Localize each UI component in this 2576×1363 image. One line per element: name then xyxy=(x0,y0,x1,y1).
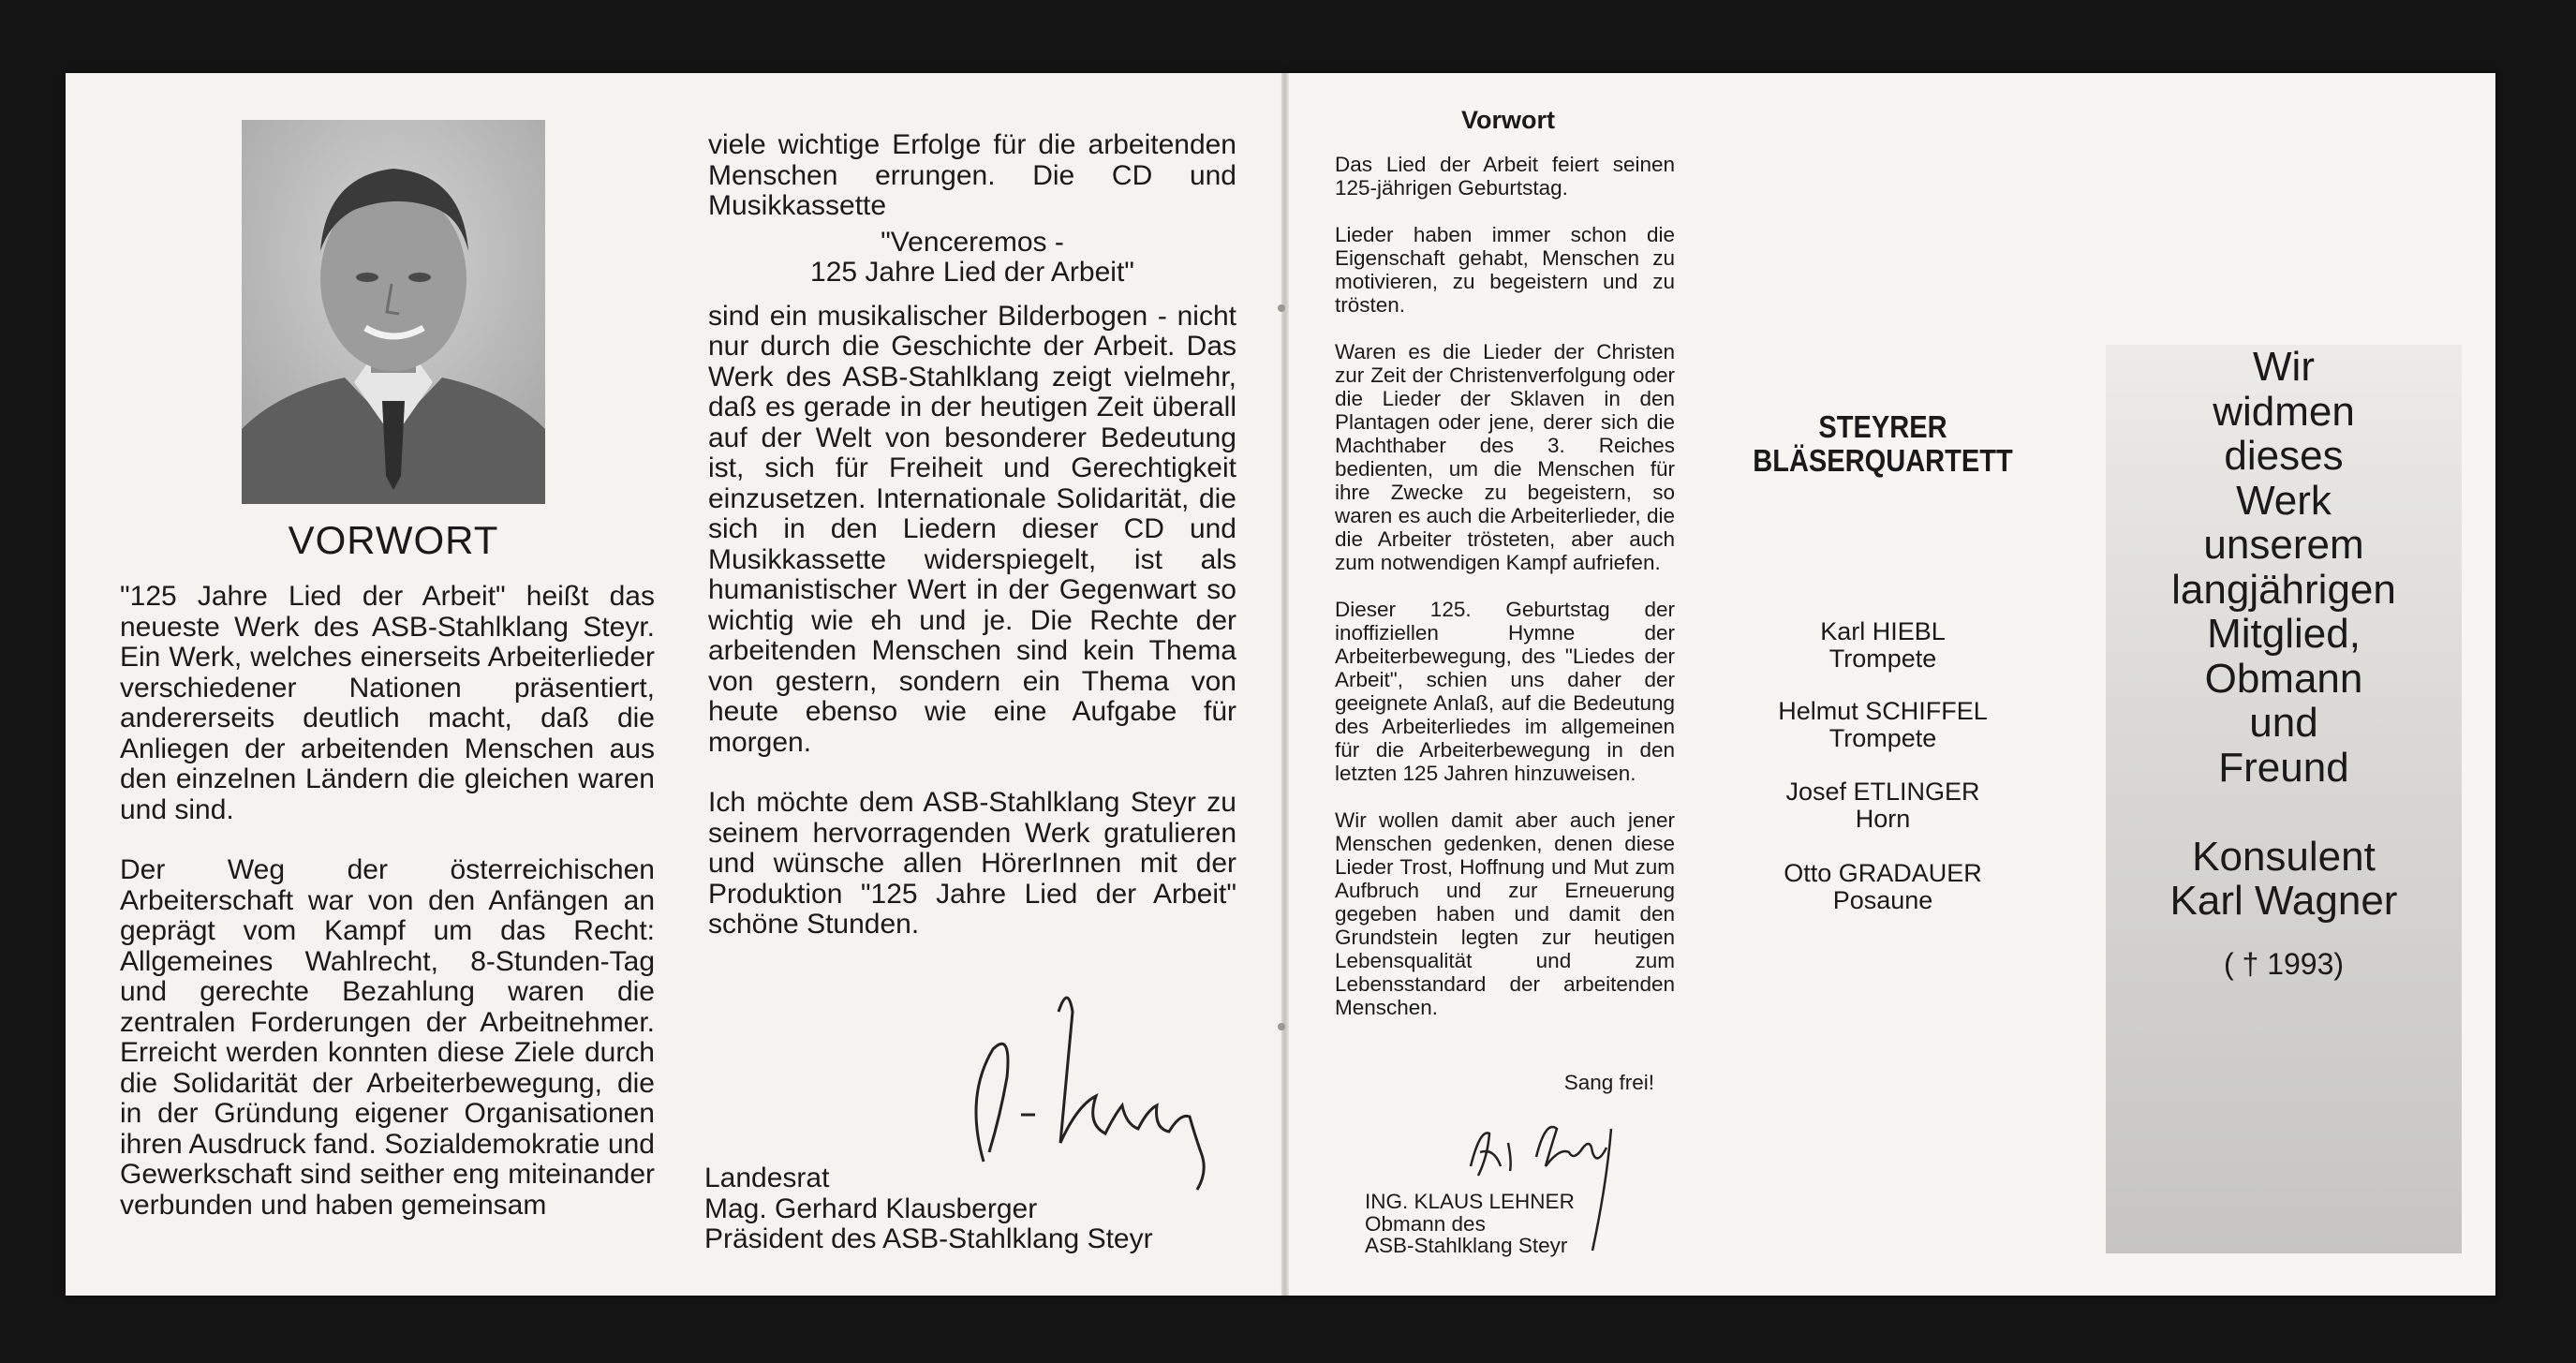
member-name: Karl HIEBL xyxy=(1820,617,1946,645)
signer-name: ING. KLAUS LEHNER xyxy=(1365,1190,1575,1213)
quartet-title-line: STEYRER xyxy=(1818,409,1947,444)
dedication-line: langjährigen xyxy=(2171,566,2396,613)
member xyxy=(1714,618,2051,673)
quartet-title-line: BLÄSERQUARTETT xyxy=(1753,443,2013,478)
page-fold xyxy=(1281,73,1289,1296)
paragraph: Lieder haben immer schon die Eigenschaft gehabt, Menschen zu motivieren, zu begeistern und zu trösten. xyxy=(1335,223,1675,317)
member-name: Josef ETLINGER xyxy=(1785,778,1980,806)
left-column-text xyxy=(120,582,655,1251)
paragraph: Ich möchte dem ASB-Stahlklang Steyr zu seinem hervorragenden Werk gratulieren und wünsche allen HörerInnen mit der Produktion "125 Jahre Lied der Arbeit" schöne Stunden. xyxy=(708,787,1236,940)
member-name: Helmut SCHIFFEL xyxy=(1778,697,1988,725)
dedication-line: dieses xyxy=(2224,433,2344,479)
dedication-line xyxy=(2106,790,2462,835)
quote-line: "Venceremos - xyxy=(881,226,1064,258)
paragraph: Waren es die Lieder der Christen zur Zeit der Christenverfolgung oder die Lieder der Sklaven in den Plantagen oder jene, derer sich die Machthaber des 3. Reiches bedienten, um die Menschen für ihre Zwecke zu begeistern, so waren es auch die Arbeiterlieder, die die Arbeiter trösteten, aber auch zum notwendigen Kampf aufriefen. xyxy=(1335,340,1675,574)
signer-role: Obmann des xyxy=(1365,1211,1486,1236)
left-signer xyxy=(704,1163,1266,1255)
member xyxy=(1714,860,2051,914)
paragraph: Das Lied der Arbeit feiert seinen 125-jährigen Geburtstag. xyxy=(1335,153,1675,200)
quote-line: 125 Jahre Lied der Arbeit" xyxy=(810,257,1134,288)
dedication-line: widmen xyxy=(2213,388,2355,435)
left-heading: VORWORT xyxy=(288,518,499,562)
dedication-date: ( † 1993) xyxy=(2223,947,2345,981)
dedication-line: Obmann xyxy=(2204,655,2363,702)
paragraph: "125 Jahre Lied der Arbeit" heißt das neueste Werk des ASB-Stahlklang Steyr. Ein Werk, welches einerseits Arbeiterlieder verschiedener Nationen präsentiert, andererseits deutlich macht, daß die Anliegen der arbeitenden Menschen aus den einzelnen Ländern die gleichen waren und sind. xyxy=(120,581,655,825)
member-instrument: Horn xyxy=(1855,805,1911,833)
signer-role: Präsident des ASB-Stahlklang Steyr xyxy=(704,1223,1153,1254)
dedication-line: Werk xyxy=(2236,477,2332,524)
paragraph: viele wichtige Erfolge für die arbeitenden Menschen errungen. Die CD und Musikkassette xyxy=(708,129,1236,221)
member-instrument: Posaune xyxy=(1832,886,1933,914)
dedication-text xyxy=(2106,345,2462,924)
staple-hole xyxy=(1278,304,1285,312)
dedication-line: Wir xyxy=(2253,344,2315,390)
staple-hole xyxy=(1278,1023,1285,1030)
right-signer xyxy=(1365,1191,1646,1257)
signer-org: ASB-Stahlklang Steyr xyxy=(1365,1234,1568,1257)
member xyxy=(1714,778,2051,833)
quartet-title xyxy=(1735,410,2032,478)
dedication-panel xyxy=(2106,345,2462,1253)
signer-title: Landesrat xyxy=(704,1163,830,1193)
dedication-line: unserem xyxy=(2203,522,2364,568)
member xyxy=(1714,698,2051,752)
member-instrument: Trompete xyxy=(1828,724,1937,752)
dedication-line: und xyxy=(2249,700,2318,746)
member-name: Otto GRADAUER xyxy=(1784,859,1982,887)
dedication-line: Konsulent xyxy=(2192,833,2376,880)
greeting: Sang frei! xyxy=(1563,1071,1654,1094)
member-instrument: Trompete xyxy=(1828,644,1937,673)
signer-name: Mag. Gerhard Klausberger xyxy=(704,1193,1038,1224)
portrait-photo xyxy=(242,120,545,504)
paragraph: Dieser 125. Geburtstag der inoffiziellen Hymne der Arbeiterbewegung, des "Liedes der Arbeit", schien uns daher der geeignete Anlaß, auf die Bedeutung des Arbeiterliedes im allgemeinen für die Arbeiterbewegung in den letzten 125 Jahren hinzuweisen. xyxy=(1335,598,1675,785)
dedication-line: Karl Wagner xyxy=(2169,878,2398,924)
dedication-line: Mitglied, xyxy=(2207,611,2361,657)
paragraph: Der Weg der österreichischen Arbeiterschaft war von den Anfängen an geprägt vom Kampf um das Recht: Allgemeines Wahlrecht, 8-Stunden-Tag und gerechte Bezahlung waren die zentralen Forderungen der Arbeitnehmer. Erreicht werden konnten diese Ziele durch die Solidarität der Arbeiterbewegung, die in der Gründung eigener Organisationen ihren Ausdruck fand. Sozialdemokratie und Gewerkschaft sind seither eng miteinander verbunden und haben gemeinsam xyxy=(120,854,655,1221)
paragraph: Wir wollen damit aber auch jener Menschen gedenken, denen diese Lieder Trost, Hoffnung und Mut zum Aufbruch und zur Erneuerung gegeben haben und damit den Grundstein legten zur heutigen Lebensqualität und zum Lebensstandard der arbeitenden Menschen. xyxy=(1335,808,1675,1019)
middle-column-text xyxy=(708,130,1236,970)
right-column-text xyxy=(1335,153,1675,1043)
right-heading: Vorwort xyxy=(1461,106,1555,134)
paragraph: sind ein musikalischer Bilderbogen - nicht nur durch die Geschichte der Arbeit. Das Werk des ASB-Stahlklang zeigt vielmehr, daß es gerade in der heutigen Zeit überall auf der Welt von besonderer Bedeutung ist, sich für Freiheit und Gerechtigkeit einzusetzen. Internationale Solidarität, die sich in den Liedern dieser CD und Musikkassette widerspiegelt, ist als humanistischer Wert in der Gegenwart so wichtig wie eh und je. Die Rechte der arbeitenden Menschen sind kein Thema von gestern, sondern ein Thema von heute ebenso wie eine Aufgabe für morgen. xyxy=(708,300,1236,758)
dedication-line: Freund xyxy=(2218,744,2349,791)
